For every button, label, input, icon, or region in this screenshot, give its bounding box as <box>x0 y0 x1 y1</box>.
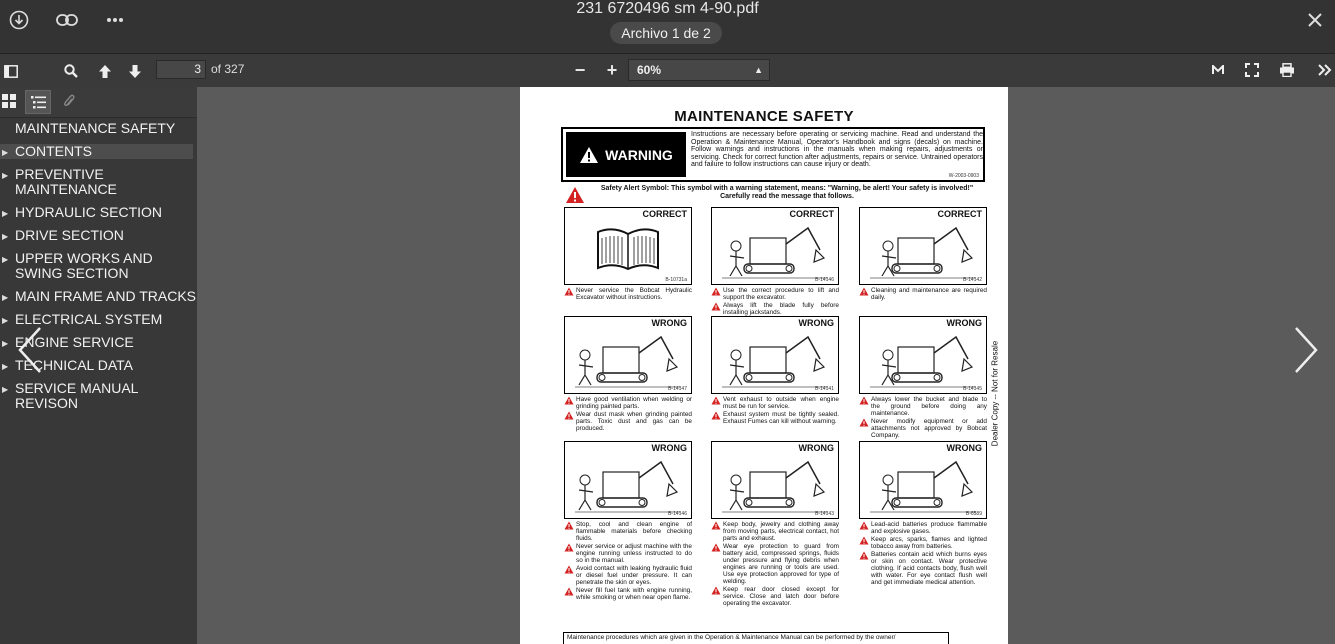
caption-item <box>859 521 987 535</box>
next-file-arrow-icon[interactable] <box>1290 325 1320 375</box>
previous-page-icon[interactable] <box>94 54 116 88</box>
illustration-drawing <box>720 220 830 285</box>
caption-item <box>711 302 839 316</box>
illustration-image <box>711 316 839 394</box>
alert-triangle-icon <box>711 521 721 532</box>
caption-text: Batteries contain acid which burns eyes or skin on contact. Wear protective clothing. If acid contacts body, flush well with water. For eye contact flush well and get immediate medical attention. <box>871 551 987 586</box>
illustration-code: B-14142 <box>963 277 982 283</box>
caption-text: Stop, cool and clean engine of flammable materials before checking fluids. <box>576 521 692 542</box>
illustration-drawing <box>573 329 683 394</box>
expand-triangle-icon[interactable]: ▶ <box>2 148 9 157</box>
text-selection-icon[interactable] <box>1207 53 1229 87</box>
illustration-tag: CORRECT <box>937 209 982 219</box>
caption-item <box>564 411 692 432</box>
page-total: of 327 <box>211 62 245 76</box>
expand-triangle-icon[interactable]: ▶ <box>2 255 9 264</box>
illustration-drawing <box>868 329 978 394</box>
outline-item-label: DRIVE SECTION <box>15 227 124 243</box>
expand-triangle-icon[interactable]: ▶ <box>2 316 9 325</box>
alert-triangle-icon <box>711 287 721 298</box>
caption-list <box>711 396 839 426</box>
alert-triangle-icon <box>564 396 574 407</box>
alert-triangle-icon <box>564 587 574 598</box>
caption-text: Exhaust system must be tightly sealed. Exhaust Fumes can kill without warning. <box>723 411 839 425</box>
alert-triangle-icon <box>859 521 869 532</box>
caption-text: Wear eye protection to guard from battery acid, compressed springs, fluids under pressure and flying debris when engines are running or tools are used. Use eye protection approved for type of welding. <box>723 543 839 585</box>
close-icon[interactable] <box>1304 9 1326 31</box>
caption-item <box>859 536 987 550</box>
expand-triangle-icon[interactable]: ▶ <box>2 209 9 218</box>
zoom-select[interactable] <box>628 59 770 81</box>
outline-item-label: ELECTRICAL SYSTEM <box>15 311 163 327</box>
alert-text: Safety Alert Symbol: This symbol with a warning statement, means: "Warning, be alert! Your safety is involved!" Carefully read the message that follows. <box>600 185 974 200</box>
caption-item <box>711 586 839 607</box>
caption-list <box>564 287 692 302</box>
safety-alert <box>565 185 985 205</box>
outline-item-label: CONTENTS <box>15 143 92 159</box>
alert-triangle-icon <box>859 396 869 407</box>
caption-item <box>859 396 987 417</box>
warning-box <box>561 127 985 182</box>
illustration-image <box>564 207 692 285</box>
illustration-drawing <box>720 454 830 519</box>
alert-triangle-icon <box>711 302 721 313</box>
illustration-tag: WRONG <box>651 443 687 453</box>
alert-triangle-icon <box>711 543 721 554</box>
sidebar-toggle-icon[interactable] <box>0 54 22 88</box>
caption-list <box>859 521 987 587</box>
zoom-in-button[interactable]: + <box>606 59 618 80</box>
caption-text: Keep rear door closed except for service. Close and latch door before operating the excavator. <box>723 586 839 607</box>
caption-list <box>859 396 987 440</box>
caption-item <box>711 521 839 542</box>
illustration-image <box>564 316 692 394</box>
caption-item <box>564 543 692 564</box>
alert-triangle-icon <box>565 186 585 204</box>
caption-text: Use the correct procedure to lift and support the excavator. <box>723 287 839 301</box>
illustration-drawing <box>593 222 663 279</box>
page-number-input[interactable]: 3 <box>156 60 206 79</box>
thumbnails-tab[interactable] <box>0 90 21 112</box>
illustration-code: B-14146 <box>668 511 687 517</box>
expand-triangle-icon[interactable]: ▶ <box>2 362 9 371</box>
illustration-image <box>711 441 839 519</box>
page-heading: MAINTENANCE SAFETY <box>674 108 854 125</box>
expand-triangle-icon[interactable]: ▶ <box>2 171 9 180</box>
outline-item-service-manual-revison[interactable] <box>0 381 197 411</box>
caption-item <box>859 418 987 439</box>
warning-label <box>566 132 686 177</box>
footer-box <box>563 632 949 644</box>
illustration-drawing <box>720 329 830 394</box>
illustration-code: B-14143 <box>815 511 834 517</box>
caption-text: Always lower the bucket and blade to the ground before doing any maintenance. <box>871 396 987 417</box>
paperclip-icon <box>63 94 75 109</box>
caption-text: Have good ventilation when welding or grinding painted parts. <box>576 396 692 410</box>
outline-item-label: MAIN FRAME AND TRACKS <box>15 288 196 304</box>
caption-text: Lead-acid batteries produce flammable and explosive gases. <box>871 521 987 535</box>
caption-item <box>564 521 692 542</box>
illustration-code: B-14141 <box>815 386 834 392</box>
sidebar-tabs <box>0 87 197 118</box>
illustration-drawing <box>868 454 978 519</box>
illustration-image <box>564 441 692 519</box>
caption-item <box>711 287 839 301</box>
outline-item-upper-works[interactable] <box>0 251 197 281</box>
illustration-drawing <box>573 454 683 519</box>
zoom-value: 60% <box>637 63 662 77</box>
illustration-drawing <box>868 220 978 285</box>
outline-item-maintenance-safety[interactable] <box>0 121 197 136</box>
document-title: 231 6720496 sm 4-90.pdf <box>576 0 759 17</box>
illustration-code: B-14146 <box>815 277 834 283</box>
caption-text: Keep arcs, sparks, flames and lighted tobacco away from batteries. <box>871 536 987 550</box>
caption-item <box>859 551 987 586</box>
illustration-tag: WRONG <box>946 318 982 328</box>
more-tools-icon[interactable] <box>1315 53 1335 87</box>
expand-triangle-icon[interactable]: ▶ <box>2 232 9 241</box>
outline-item-drive-section[interactable] <box>0 228 197 243</box>
attachments-tab[interactable] <box>57 90 81 112</box>
outline-item-label: UPPER WORKS AND SWING SECTION <box>15 250 153 281</box>
file-counter: Archivo 1 de 2 <box>610 22 722 44</box>
illustration-image <box>711 207 839 285</box>
caption-list <box>711 521 839 608</box>
caption-text: Cleaning and maintenance are required daily. <box>871 287 987 301</box>
illustration-code: B-14147 <box>668 386 687 392</box>
illustration-tag: WRONG <box>798 443 834 453</box>
caption-item <box>564 287 692 301</box>
illustration-tag: CORRECT <box>642 209 687 219</box>
expand-triangle-icon[interactable]: ▶ <box>2 385 9 394</box>
caption-list <box>564 396 692 433</box>
pdf-page <box>520 87 1008 644</box>
outline-item-hydraulic-section[interactable] <box>0 205 197 220</box>
outline-item-label: MAINTENANCE SAFETY <box>15 120 176 136</box>
previous-file-arrow-icon[interactable] <box>16 325 46 375</box>
outline-item-contents[interactable] <box>0 144 193 159</box>
side-text: Dealer Copy -- Not for Resale <box>990 340 1000 447</box>
outline-item-main-frame[interactable] <box>0 289 197 304</box>
illustration-tag: WRONG <box>651 318 687 328</box>
illustration-code: B-14145 <box>963 386 982 392</box>
search-icon[interactable] <box>60 54 82 88</box>
caption-text: Keep body, jewelry and clothing away from moving parts, electrical contact, hot parts and exhaust. <box>723 521 839 542</box>
outline-item-label: TECHNICAL DATA <box>15 357 133 373</box>
alert-triangle-icon <box>711 586 721 597</box>
alert-triangle-icon <box>711 396 721 407</box>
warning-text: Instructions are necessary before operating or servicing machine. Read and understand the Operation & Maintenance Manual, Operator's Handbook and signs (decals) on machine. Follow warnings and instructions in the manuals when making repairs, adjustments or servicing. Check for correct function after adjustments, repairs or service. Untrained operators and failure to follow instructions can cause injury or death. <box>691 131 983 169</box>
caption-text: Never service or adjust machine with the engine running unless instructed to do so in the manual. <box>576 543 692 564</box>
next-page-icon[interactable] <box>124 54 146 88</box>
illustration-image <box>859 441 987 519</box>
alert-triangle-icon <box>564 411 574 422</box>
caption-text: Never fill fuel tank with engine running, while smoking or when near open flame. <box>576 587 692 601</box>
expand-triangle-icon[interactable]: ▶ <box>2 339 9 348</box>
outline-item-label: ENGINE SERVICE <box>15 334 134 350</box>
outline-item-label: PREVENTIVE MAINTENANCE <box>15 166 117 197</box>
alert-triangle-icon <box>859 287 869 298</box>
select-arrows-icon: ▲ <box>754 65 763 75</box>
illustration-code: B-6589 <box>965 511 982 517</box>
alert-triangle-icon <box>564 287 574 298</box>
caption-list <box>859 287 987 302</box>
warning-code: W-2003-0903 <box>948 173 979 179</box>
thumbnails-icon <box>2 94 16 108</box>
caption-item <box>711 411 839 425</box>
outline-icon <box>31 96 46 109</box>
caption-text: Avoid contact with leaking hydraulic fluid or diesel fuel under pressure. It can penetrate the skin or eyes. <box>576 565 692 586</box>
side-watermark <box>985 327 999 467</box>
warning-triangle-icon <box>579 146 599 164</box>
caption-text: Wear dust mask when grinding painted parts. Toxic dust and gas can be produced. <box>576 411 692 432</box>
illustration-tag: CORRECT <box>789 209 834 219</box>
alert-triangle-icon <box>711 411 721 422</box>
illustration-code: B-10731a <box>665 277 687 283</box>
footer-text: Maintenance procedures which are given in the Operation & Maintenance Manual can be performed by the owner/ <box>567 634 896 641</box>
alert-triangle-icon <box>859 536 869 547</box>
caption-item <box>859 287 987 301</box>
alert-triangle-icon <box>564 543 574 554</box>
expand-triangle-icon[interactable]: ▶ <box>2 293 9 302</box>
illustration-tag: WRONG <box>798 318 834 328</box>
caption-text: Vent exhaust to outside when engine must be run for service. <box>723 396 839 410</box>
caption-text: Never service the Bobcat Hydraulic Excavator without instructions. <box>576 287 692 301</box>
zoom-out-button[interactable]: − <box>574 59 586 80</box>
alert-triangle-icon <box>564 565 574 576</box>
caption-item <box>564 587 692 601</box>
illustration-image <box>859 207 987 285</box>
caption-text: Never modify equipment or add attachments not approved by Bobcat Company. <box>871 418 987 439</box>
print-icon[interactable] <box>1275 53 1299 87</box>
title-bar <box>0 0 1335 53</box>
caption-text: Always lift the blade fully before installing jackstands. <box>723 302 839 316</box>
illustration-image <box>859 316 987 394</box>
outline-item-label: HYDRAULIC SECTION <box>15 204 163 220</box>
caption-list <box>711 287 839 317</box>
caption-list <box>564 521 692 602</box>
caption-item <box>564 565 692 586</box>
alert-triangle-icon <box>564 521 574 532</box>
outline-item-label: SERVICE MANUAL REVISON <box>15 380 138 411</box>
alert-triangle-icon <box>859 418 869 429</box>
fullscreen-icon[interactable] <box>1241 53 1263 87</box>
caption-item <box>564 396 692 410</box>
illustration-tag: WRONG <box>946 443 982 453</box>
alert-triangle-icon <box>859 551 869 562</box>
caption-item <box>711 396 839 410</box>
warning-label-text: WARNING <box>605 146 673 163</box>
outline-tab[interactable] <box>25 90 51 114</box>
outline-item-preventive-maintenance[interactable] <box>0 167 197 197</box>
caption-item <box>711 543 839 585</box>
